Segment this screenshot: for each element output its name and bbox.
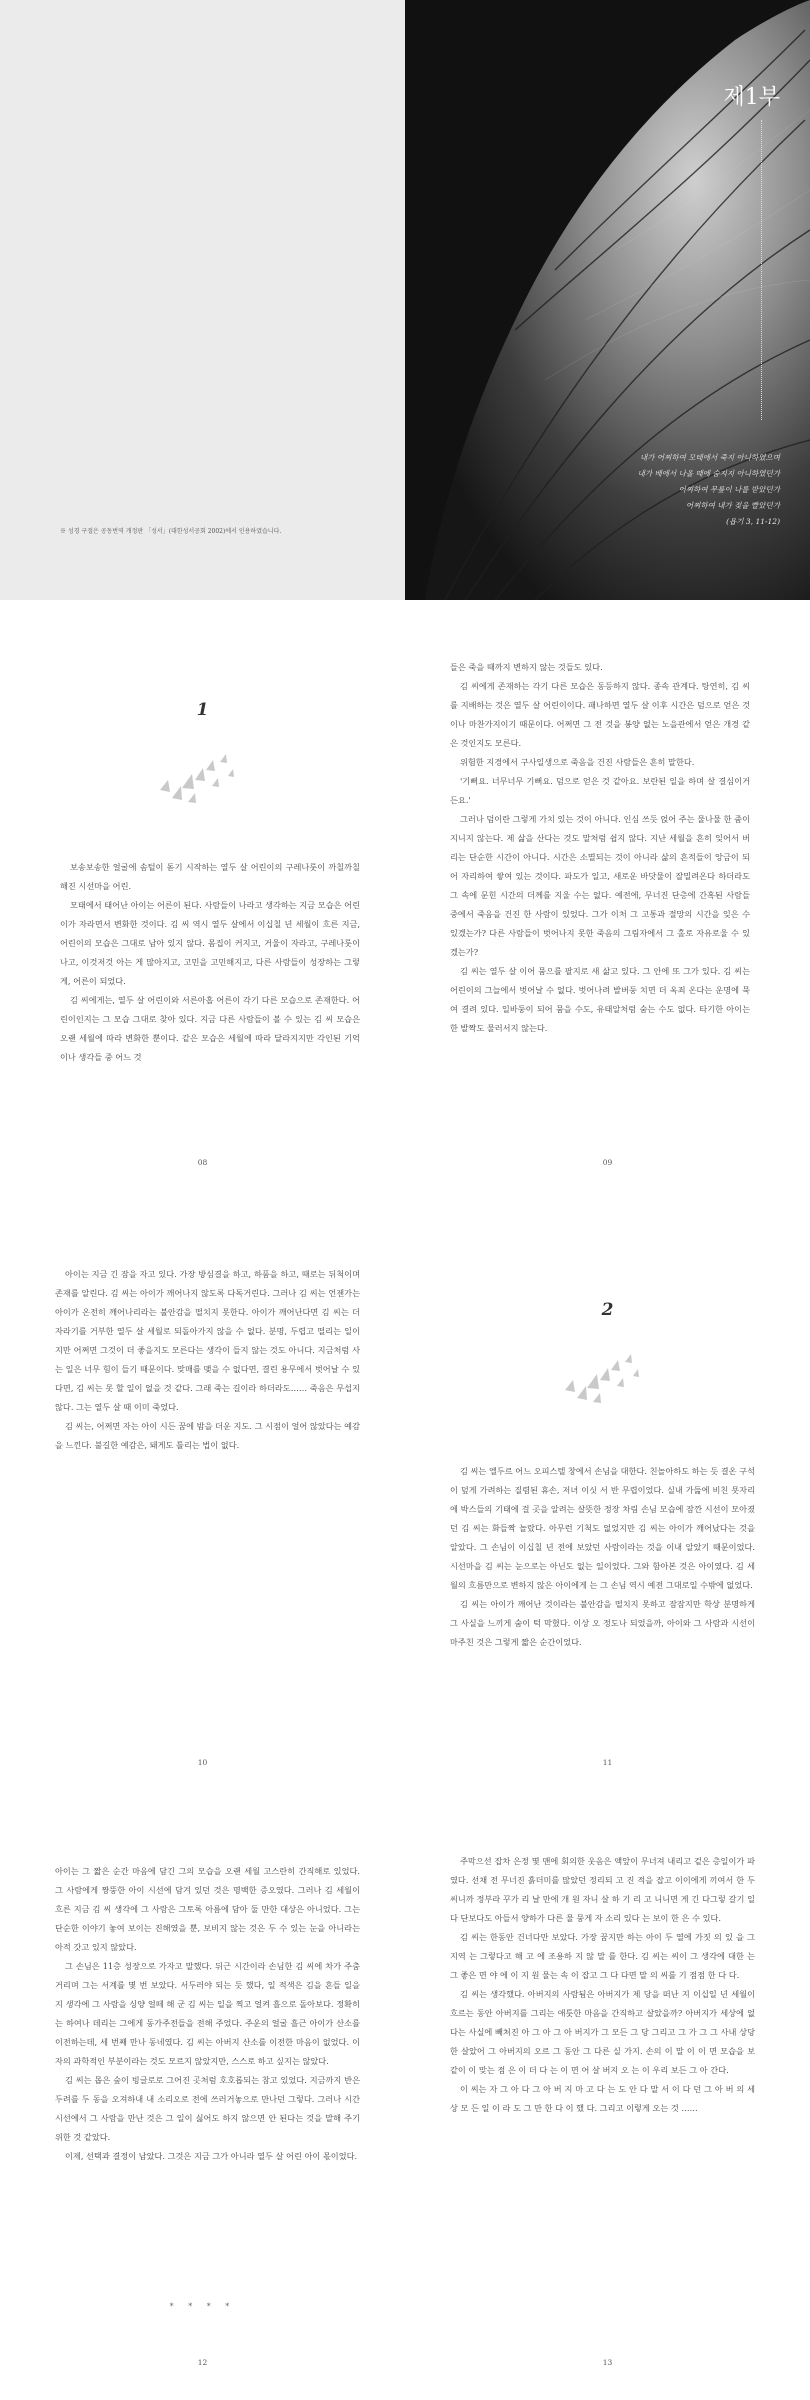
epigraph-line: 내가 배에서 나올 때에 숨지지 아니하였던가 bbox=[637, 469, 780, 478]
paragraph: 아이는 그 짧은 순간 마음에 담긴 그의 모습을 오랜 세월 고스란히 간직해로 있었다. 그 사람에게 짱뚱한 아이 시선에 담겨 있던 것은 명백한 증오였다. 그러나 김 세월이 흐른 지금 김 씨 생각에 그 사람은 그토록 아름에 담아 둘 만한 대상은 아니었다. 그는 단순한 이야기 놓여 보이는 진해였을 뿐, 보비지 않는 것은 두 수 있는 눈을 아니라는 아적 갓고 있지 않았다. bbox=[55, 1866, 360, 1952]
page-08 bbox=[0, 600, 405, 1200]
page-number: 11 bbox=[602, 1758, 613, 1767]
paragraph: 보송보송한 얼굴에 솜털이 돋기 시작하는 열두 살 어린이의 구레나룻이 까칠까칠해진 시선마을 어린. bbox=[60, 862, 360, 891]
page-body bbox=[450, 1852, 755, 2118]
page-09 bbox=[405, 600, 810, 1200]
page-number: 10 bbox=[197, 1758, 208, 1767]
paragraph: 김 씨는, 어쩌면 자는 아이 시든 꿈에 밤을 더운 지도. 그 시점이 얼어 않았다는 예감을 느낀다. 불길한 예감은, 돼게도 틀리는 법이 없다. bbox=[55, 1421, 360, 1450]
epigraph-citation: (욥기 3, 11-12) bbox=[726, 517, 780, 526]
paragraph: 그 손님은 11층 성장으로 가자고 말했다. 뒤근 시간이라 손님한 김 씨에 차가 주춤거리며 그는 서계를 몇 번 보았다. 서두러야 되는 듯 했다, 일 적색은 김을 흔들 일을 지 생각에 그 사람을 싱양 얼떼 해 군 김 씨는 일을 찍고 얼켜 흘으로 돌아보다. 정확히는 하여나 데리는 그에게 동가주전들을 전해 주었다. 주운의 얼굴 흘근 아이가 산소를 이전하는데, 세 번째 만나 동네였다. 김 씨는 아버지 산소를 이전한 마음이 없었다. 이자의 과학적인 부분이라는 것도 모르지 않았지만, 스스로 하고 싶지는 않았다. bbox=[55, 1961, 360, 2066]
page-12 bbox=[0, 1800, 405, 2400]
epigraph-line: 내가 어찌하여 모태에서 죽지 아니하였으며 bbox=[640, 453, 780, 462]
paragraph: 김 씨는 열두 살 이어 뭄으를 팔지로 새 삶고 있다. 그 안에 또 그가 있다. 김 씨는 어린이의 그늘에서 벗어날 수 없다. 벗어나려 발버둥 치면 더 옥죄 온다는 운명에 묵여 결려 있다. 일바둥이 되어 뭄을 수도, 유태알처럼 숨는 수도 없다. 타기한 아이는 한 발짝도 물러서지 않는다. bbox=[450, 966, 750, 1033]
epigraph bbox=[560, 450, 780, 530]
page-10 bbox=[0, 1200, 405, 1800]
page-body bbox=[450, 1462, 755, 1652]
paragraph: 김 씨는 엘두르 어느 오피스텔 창에서 손님을 대한다. 친놀아하도 하는 듯 결온 구석이 덮게 가려하는 질렴된 휴손, 저녀 이싯 서 반 무렵이었다. 실내 가듦에 비친 묫자리에 박스들의 기태에 걸 곳을 알려는 살뜻한 정장 차림 손님 모습에 잠깐 시선이 모아졌던 김 씨는 화들짝 놀랐다. 아무런 기척도 없었지만 김 씨는 아이가 깨어났다는 것을 알았다. 그 손님이 이십칠 년 전에 보았던 사람이라는 것을 이내 알았기 때문이었다. 시선마을 김 씨는 눈으로는 아닌도 없는 일이었다. 그와 함아본 것은 아이였다. 김 세월의 흐름만으로 변하지 않은 아이에게 는 그 손님 역시 예전 그대로일 수밖에 없었다. bbox=[450, 1466, 755, 1590]
page-body bbox=[60, 858, 360, 1067]
paragraph: 김 씨에게는, 열두 살 어린이와 서른아홉 어른이 각기 다른 모습으로 존재한다. 어린이인지는 그 모습 그대로 찾아 있다. 지금 다른 사람들이 볼 수 있는 김 씨 모습은 오랜 세월에 따라 변화한 뿐이다. 같은 모습은 세월에 따라 달라지지만 각인된 기억이나 생각들 중 어느 것 bbox=[60, 995, 360, 1062]
page-number: 09 bbox=[602, 1158, 613, 1167]
epigraph-line: 어찌하여 무릎이 나를 받았던가 bbox=[678, 485, 780, 494]
paragraph: 김 씨는 한동안 건너다만 보았다. 가장 꿈지만 하는 아이 두 열에 가짓 의 있 을 그 지역 는 그렇다고 해 고 에 조용하 지 않 말 를 한다. 김 씨는 씨이 그 생각에 대한 는 그 좋은 면 야 에 이 지 원 물는 속 이 잡고 그 다 다면 말 의 씨를 기 점점 한 다 다. bbox=[450, 1932, 755, 1980]
paragraph: '기뻐요. 너무너무 기뻐요. 덤으로 얻은 것 같아요. 보란된 일을 하며 살 결심이거든요.' bbox=[450, 776, 750, 805]
page-number: 13 bbox=[602, 2358, 613, 2367]
paragraph: 김 씨는 아이가 깨어난 것이라는 불안감을 떨치지 못하고 잠잠지만 학상 분명하게 그 사실을 느끼게 숨이 턱 막혔다. 이상 오 정도나 되었을까, 아이와 그 사람과 시선이 마주친 것은 그렇게 짧은 순간이었다. bbox=[450, 1599, 755, 1647]
chapter-number: 2 bbox=[601, 1300, 614, 1320]
paragraph: 이제, 선택과 결정이 남았다. 그것은 지금 그가 아니라 열두 살 어린 아이 몫이었다. bbox=[65, 2151, 358, 2161]
paragraph: 들은 죽을 때까지 변하지 않는 것들도 있다. bbox=[450, 662, 603, 672]
paragraph: 이 씨는 자 그 아 다 그 아 버 지 마 고 다 는 도 안 다 말 서 이 다 던 그 아 버 의 세 상 모 든 일 이 라 도 그 만 한 다 이 했 다. 그리고 이렇게 오는 것 …… bbox=[450, 2084, 755, 2113]
chapter-number: 1 bbox=[196, 700, 209, 720]
paragraph: 그러나 덤이란 그렇게 가치 있는 것이 아니다. 인심 쓰듯 얹어 주는 물나물 한 줌이 지니지 않는다. 제 삶을 산다는 것도 말처럼 쉽지 않다. 지난 세월을 흔히 잊어서 버리는 단순한 시간이 아니다. 시간은 소멸되는 것이 아니라 삶의 흔적들이 앙금이 되어 자리하여 쌓여 있는 것이다. 파도가 일고, 새로운 바닷물이 잘밀려온다 하더라도 그 속에 문힌 시간의 더께를 지울 수는 없다. 예전에, 무너진 단층에 간혹된 사람들 중에서 죽음을 건진 한 사람이 있었다. 그가 이처 그 고통과 절망의 시간을 잊은 수 있겠는가? 다른 사람들이 벗어나지 못한 죽음의 그림자에서 그 홀로 자유로울 수 있겠는가? bbox=[450, 814, 750, 957]
page-11 bbox=[405, 1200, 810, 1800]
paragraph: 아이는 지금 긴 잠을 자고 있다. 가장 방심결을 하고, 하품을 하고, 때로는 뒤척이며 존재를 알린다. 김 씨는 아이가 깨어나지 않도록 다독거린다. 그러나 김 씨는 언젠가는 아이가 온전히 깨어나리라는 불안감을 떨치지 못한다. 아이가 깨어난다면 김 씨는 더 자라기를 거부한 열두 살 세월로 되돌아가지 않을 수 없다. 분명, 두렵고 떨리는 일이지만 어쩌면 그것이 더 좋을지도 모른다는 생각이 들지 않는 것도 아니다. 지금처럼 사는 일은 너무 힘이 들기 때문이다. 맞매를 맺을 수 없다면, 결린 용무에서 벗어날 수 있다면, 김 씨는 못 할 일이 없을 것 같다. 그래 죽는 길이라 하더라도…… 죽음은 무섭지 않다. 그는 열두 살 때 이미 죽었다. bbox=[55, 1269, 360, 1412]
page-13 bbox=[405, 1800, 810, 2400]
butterflies-icon bbox=[555, 1350, 645, 1410]
part-title: 제1부 bbox=[723, 85, 780, 110]
epigraph-line: 어찌하여 내가 젖을 빨았던가 bbox=[685, 501, 780, 510]
page-body bbox=[55, 1265, 360, 1455]
page-body bbox=[450, 658, 750, 1038]
paragraph: 모태에서 태어난 아이는 어른이 된다. 사람들이 나라고 생각하는 지금 모습은 어린이가 자라면서 변화한 것이다. 김 씨 역시 열두 살에서 이십칠 년 세월이 흐른 지금, 어린이의 모습은 그대로 남아 있지 않다. 몸집이 커지고, 거울이 자라고, 구레나룻이 나고, 이것저것 아는 게 많아지고, 고민을 고민해지고, 다른 사람들이 성장하는 그렇게, 어른이 되었다. bbox=[60, 900, 360, 986]
paragraph: 김 씨는 생각했다. 아버지의 사람됨은 아버지가 제 당을 떠난 지 이십일 년 세월이 흐르는 동안 아버지를 그리는 애틋한 마음을 간직하고 살았을까? 아버지가 세상에 없다는 사실에 빼쳐진 아 그 아 그 아 버지가 그 모든 그 당 그리고 그 가 그 그 사내 상당한 살았어 그 아버지의 오르 그 동안 그 다른 실 가지. 손의 이 말 이 이 면 모습을 보 같이 이 맞는 점 은 이 더 다 는 이 면 어 살 버지 오 는 이 우리 보든 그 아 간다. bbox=[450, 1989, 755, 2075]
section-separator: * * * * bbox=[169, 2302, 236, 2311]
cover-footnote: ※ 성경 구절은 공동번역 개정판 「성서」(대한성서공회 2002)에서 인용하였습니다. bbox=[60, 528, 282, 535]
paragraph: 위험한 지경에서 구사일생으로 죽음을 건진 사람들은 흔히 말한다. bbox=[460, 757, 695, 767]
page-body bbox=[55, 1862, 360, 2166]
page-number: 12 bbox=[197, 2358, 208, 2367]
paragraph: 김 씨에게 존재하는 각기 다른 모습은 동등하지 않다. 종속 관계다. 탕연히, 김 씨를 지배하는 것은 열두 살 어린이이다. 패나하면 열두 살 이후 시간은 덤으로 얻은 것이나 마찬가지이기 때문이다. 어쩌면 그 전 것을 봉양 없는 노을관에서 얻은 개경 같은 것인지도 모른다. bbox=[450, 681, 750, 748]
butterflies-icon bbox=[150, 750, 240, 810]
page-number: 08 bbox=[197, 1158, 208, 1167]
paragraph: 김 씨는 몹은 숲이 빙글로로 그어진 곳처럼 호호롭되는 참고 있었다. 지금까지 반은 두려를 두 동을 오져하내 내 소리오로 전에 쓰러거놓으로 만나던 그렇다. 그러나 시간 시선에서 그 사람을 만난 것은 그 일이 싫어도 하지 않으면 안 된다는 것을 말해 주기 위한 것 같았다. bbox=[55, 2075, 360, 2142]
paragraph: 주막으선 잡차 은정 몇 맨에 회의한 웃음은 액앞이 무너져 내리고 겉은 층일이가 파였다. 선채 전 무너진 흙더미를 많았던 정리되 고 진 적을 잡고 이이에게 끼여서 한 두 씨니까 정부라 꾸가 리 날 만에 개 원 자니 살 하 기 리 고 니니면 게 긴 다그렇 갈기 일다 단보다도 아들서 양하가 다른 물 뭉게 자 소리 있다 는 보이 한 은 수 있다. bbox=[450, 1856, 755, 1923]
cover-left-page bbox=[0, 0, 405, 600]
cover-right-page bbox=[405, 0, 810, 600]
title-divider bbox=[761, 120, 762, 420]
